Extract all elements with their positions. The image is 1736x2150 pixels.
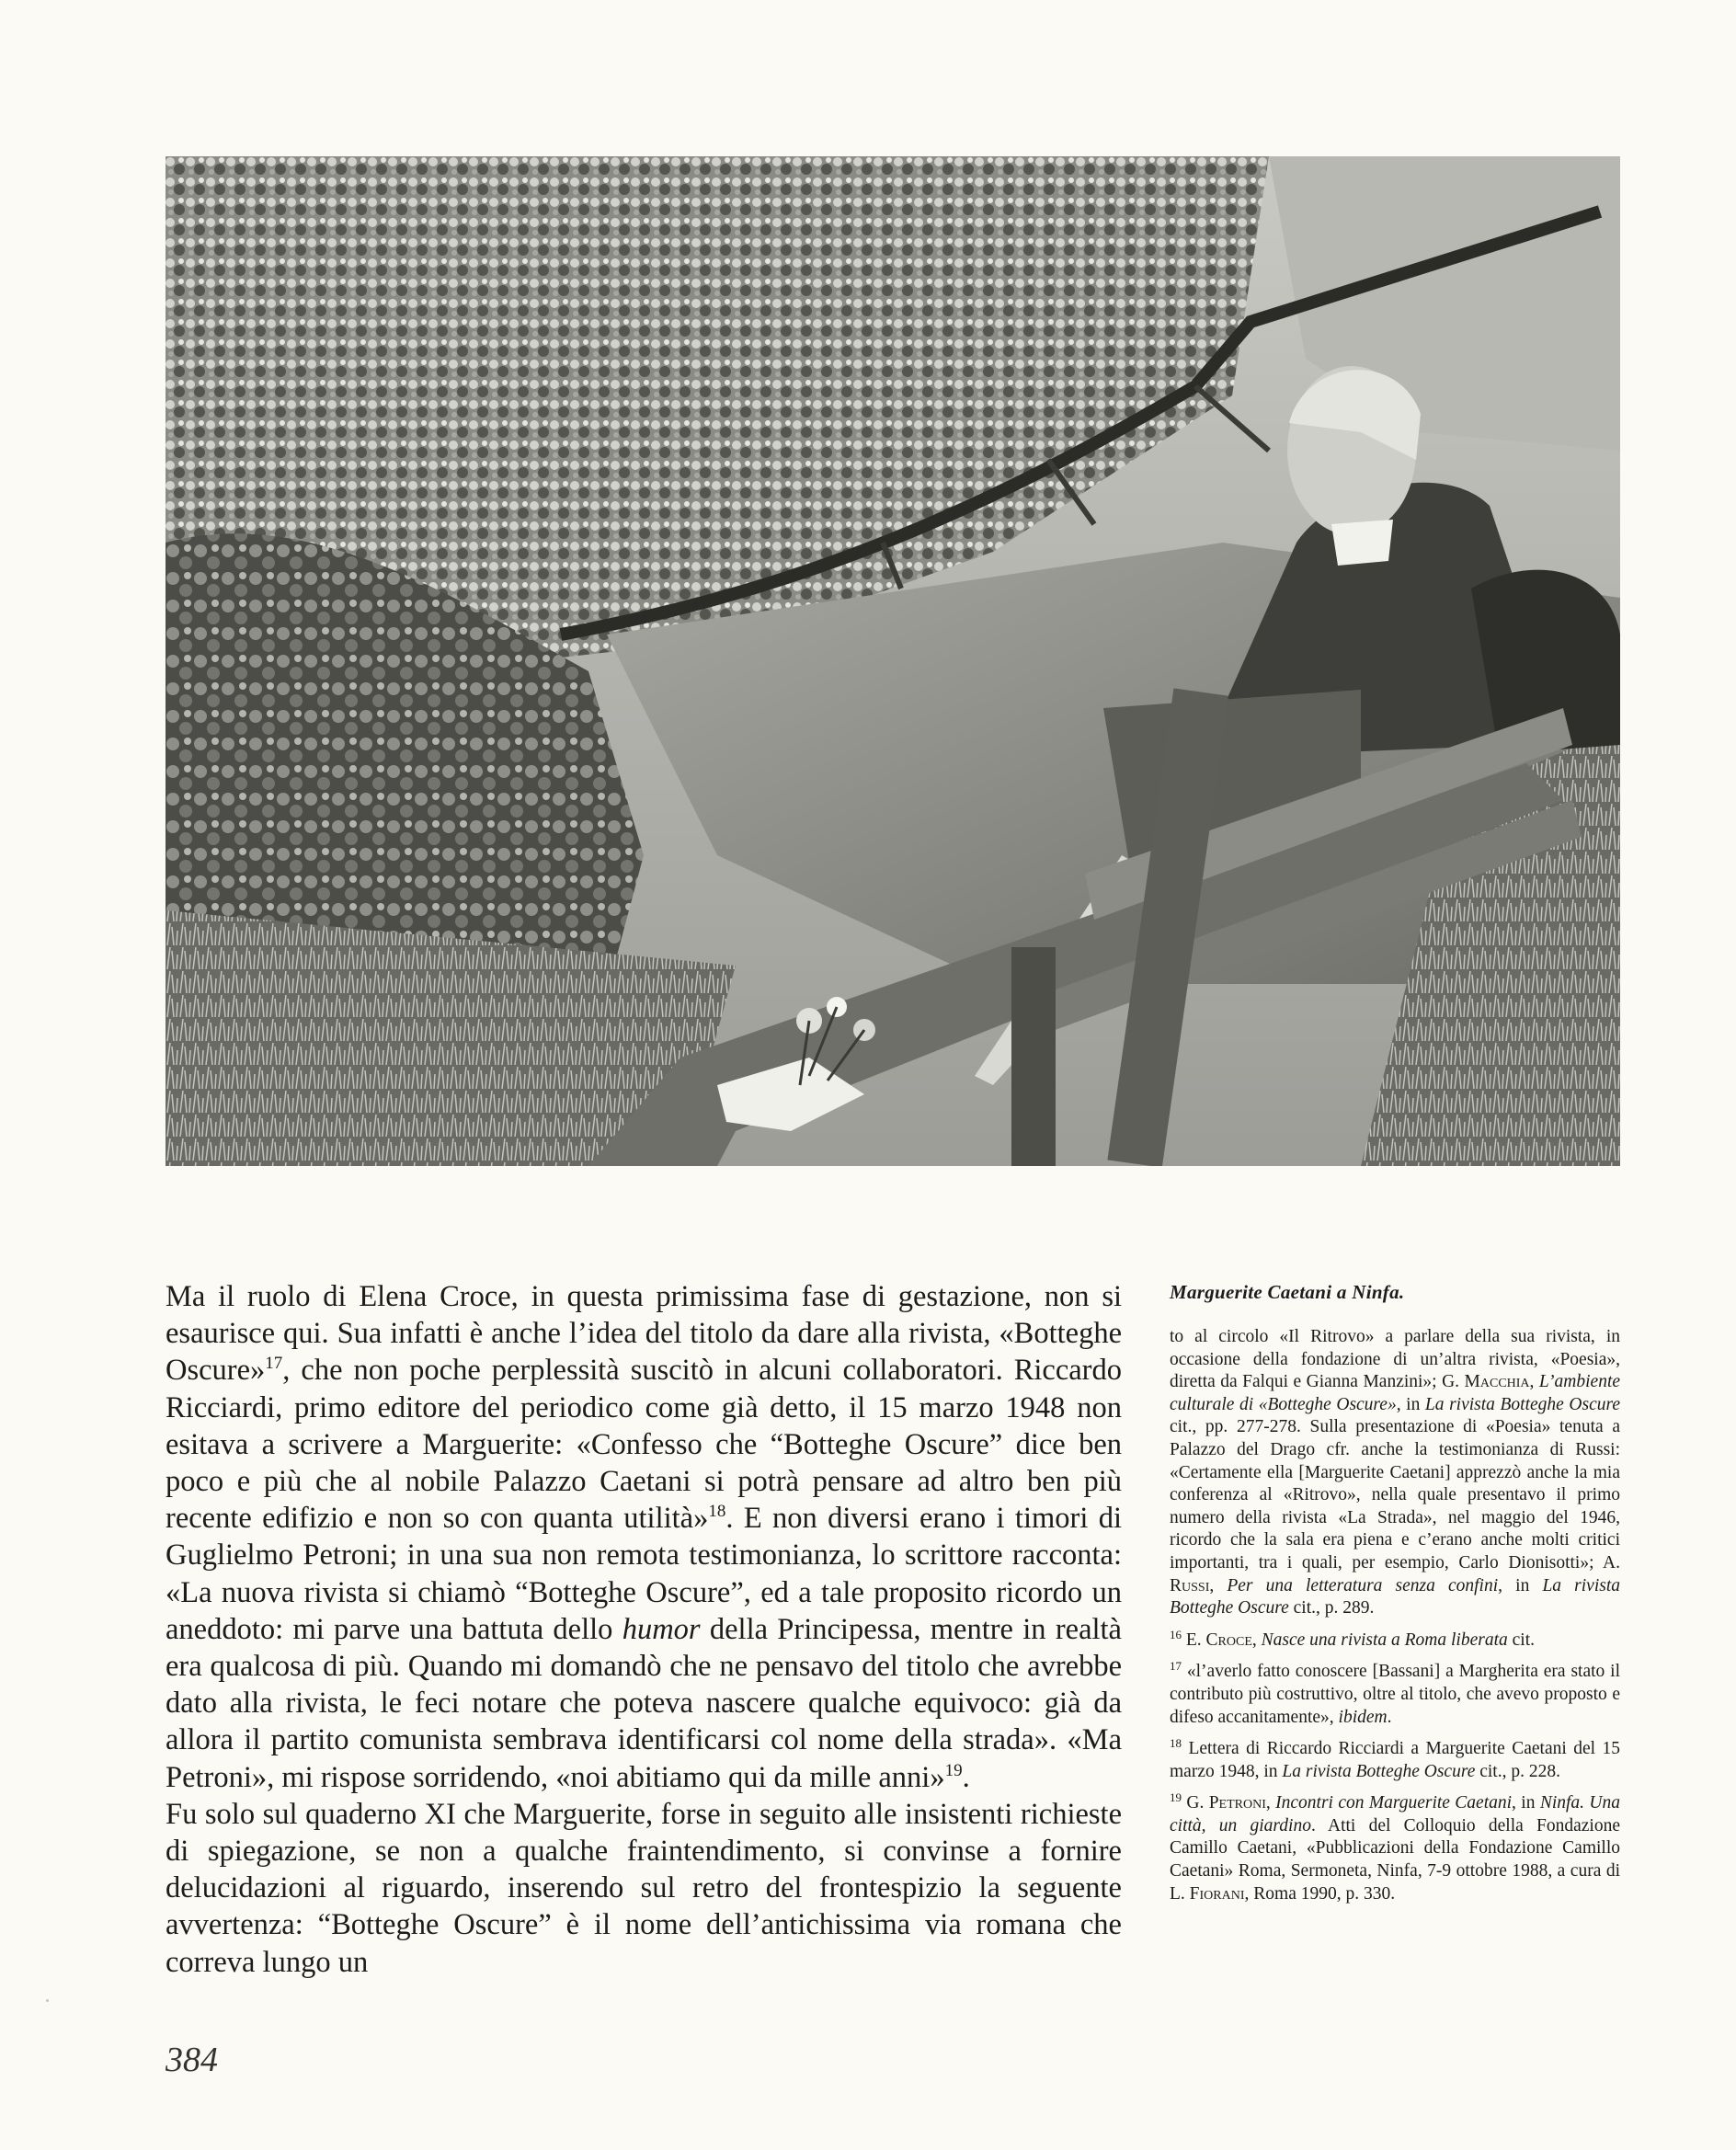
- footnote-marker: 18: [708, 1502, 726, 1522]
- footnote-marker: 19: [944, 1760, 963, 1780]
- text-run: . Atti del Colloquio della Fondazione Camillo Caetani, «Pubblicazioni della Fondazione Camillo Caetani» Roma, Sermoneta, Ninfa, 7-9 ottobre 1988, a cura di L.: [1170, 1815, 1621, 1904]
- text-run: Fu solo sul quaderno XI che Marguerite, forse in seguito alle insistenti richieste di spiegazione, se non a qualche fraintendimento, si convinse a fornire delucidazioni al riguardo, inserendo sul retro del frontespizio la seguente avvertenza: “Botteghe Oscure” è il nome dell’antichissima via romana che correva lungo un: [166, 1797, 1122, 1979]
- footnote-marker: 19: [1170, 1790, 1182, 1805]
- italic-run: La rivista Botteghe Oscure: [1282, 1761, 1476, 1781]
- text-run: «l’averlo fatto conoscere [Bassani] a Margherita era stato il contributo più costruttivo, oltre al titolo, che avevo proposto e difeso accanitamente»,: [1170, 1662, 1620, 1727]
- italic-run: Ninfa. Una città, un giardino: [1170, 1793, 1620, 1836]
- text-run: to al circolo «Il Ritrovo» a parlare della sua rivista, in occasione della fondazione di un’altra rivista, «Poesia», diretta da Falqui e Gianna Manzini»; G.: [1170, 1327, 1620, 1392]
- footnote-17: [1170, 1661, 1620, 1729]
- text-run: .: [1387, 1707, 1392, 1727]
- footnote-marker: 17: [265, 1354, 283, 1374]
- text-run: G.: [1182, 1793, 1209, 1813]
- footnote-19: [1170, 1792, 1620, 1905]
- small-caps-name: Petroni: [1208, 1793, 1266, 1813]
- text-run: , in: [1396, 1394, 1425, 1414]
- italic-run: Incontri con Marguerite Caetani: [1275, 1793, 1513, 1813]
- small-caps-name: Fiorani: [1189, 1883, 1245, 1904]
- text-run: , in: [1512, 1793, 1540, 1813]
- text-run: ,: [1251, 1630, 1262, 1650]
- body-paragraph-2: [166, 1796, 1122, 1981]
- photograph: [166, 156, 1620, 1166]
- text-run: , che non poche perplessità suscitò in alcuni collaboratori. Riccardo Ricciardi, primo editore del periodico come già detto, il 15 marzo 1948 non esitava a scrivere a Marguerite: «Confesso che “Botteghe Oscure” dice ben poco e più che al nobile Palazzo Caetani si potrà pensare ad altro ben più recente edifizio e non so con quanta utilità»: [166, 1354, 1122, 1536]
- small-caps-name: Macchia: [1464, 1372, 1530, 1392]
- footnote-marker: 17: [1170, 1659, 1182, 1674]
- text-run: ,: [1265, 1793, 1276, 1813]
- footnote-continued: [1170, 1326, 1620, 1620]
- text-run: cit., p. 289.: [1288, 1598, 1375, 1618]
- italic-run: La rivista Botteghe Oscure: [1170, 1575, 1621, 1618]
- italic-run: Per una letteratura senza confini: [1227, 1575, 1499, 1595]
- text-run: E.: [1182, 1630, 1206, 1650]
- photo-caption: Marguerite Caetani a Ninfa.: [1170, 1281, 1405, 1303]
- footnote-18: [1170, 1738, 1620, 1783]
- text-run: ,: [1209, 1575, 1228, 1595]
- margin-speck: [46, 1999, 49, 2002]
- text-run: cit., pp. 277-278. Sulla presentazione di «Poesia» tenuta a Palazzo del Drago cfr. anche la testimonianza di Russi: «Certamente ella [Marguerite Caetani] apprezzò anche la mia conferenza al «Ritrovo», nella quale presentavo il primo numero della rivista «La Strada», nel maggio del 1946, ricordo che la sala era piena e c’erano anche molti critici importanti, tra i quali, per esempio, Carlo Dionisotti»; A.: [1170, 1417, 1620, 1572]
- text-run: cit., p. 228.: [1475, 1761, 1560, 1781]
- text-run: Ma il ruolo di Elena Croce, in questa primissima fase di gestazione, non si esaurisce qui. Sua infatti è anche l’idea del titolo da dare alla rivista, «Botteghe Oscure»: [166, 1280, 1122, 1388]
- italic-run: ibidem: [1338, 1707, 1388, 1727]
- text-run: ,: [1529, 1372, 1539, 1392]
- italic-run: humor: [622, 1612, 701, 1646]
- text-run: cit.: [1507, 1630, 1536, 1650]
- photo-illustration: [166, 156, 1620, 1166]
- main-text: [166, 1278, 1122, 1981]
- page-number: 384: [166, 2041, 218, 2079]
- small-caps-name: Croce: [1205, 1630, 1252, 1650]
- small-caps-name: Russi: [1170, 1575, 1210, 1595]
- text-run: , Roma 1990, p. 330.: [1244, 1883, 1396, 1904]
- text-run: Lettera di Riccardo Ricciardi a Marguerite Caetani del 15 marzo 1948, in: [1170, 1739, 1620, 1781]
- italic-run: Nasce una rivista a Roma liberata: [1261, 1630, 1508, 1650]
- italic-run: L’ambiente culturale di «Botteghe Oscure»: [1170, 1372, 1621, 1414]
- text-run: , in: [1498, 1575, 1543, 1595]
- footnote-16: [1170, 1627, 1620, 1653]
- text-run: della Principessa, mentre in realtà era qualcosa di più. Quando mi domandò che ne pensavo del titolo che avrebbe dato alla rivista, le feci notare che poteva nascere qualche equivoco: già da allora il partito comunista sembrava identificarsi col nome della strada». «Ma Petroni», mi rispose sorridendo, «noi abitiamo qui da mille anni»: [166, 1612, 1122, 1794]
- italic-run: La rivista Botteghe Oscure: [1424, 1394, 1620, 1414]
- footnote-marker: 18: [1170, 1736, 1182, 1751]
- text-run: .: [962, 1760, 970, 1794]
- text-run: . E non diversi erano i timori di Guglielmo Petroni; in una sua non remota testimonianza, lo scrittore racconta: «La nuova rivista si chiamò “Botteghe Oscure”, ed a tale proposito ricordo un aneddoto: mi parve una battuta dello: [166, 1502, 1122, 1646]
- body-paragraph-1: [166, 1278, 1122, 1796]
- footnotes: [1170, 1326, 1620, 1915]
- footnote-marker: 16: [1170, 1627, 1182, 1641]
